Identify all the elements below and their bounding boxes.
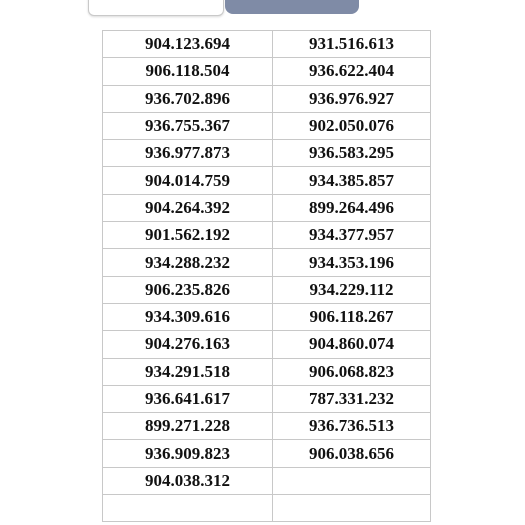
table-cell[interactable]: 934.288.232: [103, 249, 273, 276]
table-cell[interactable]: 906.235.826: [103, 276, 273, 303]
table-row: [103, 358, 431, 385]
table-cell[interactable]: 904.014.759: [103, 167, 273, 194]
table-row: [103, 495, 431, 522]
table-cell[interactable]: 904.276.163: [103, 331, 273, 358]
table-cell[interactable]: 787.331.232: [273, 385, 431, 412]
table-row: [103, 85, 431, 112]
table-cell[interactable]: 934.291.518: [103, 358, 273, 385]
table-cell[interactable]: 931.516.613: [273, 31, 431, 58]
table-cell[interactable]: 901.562.192: [103, 222, 273, 249]
table-cell[interactable]: 906.118.504: [103, 58, 273, 85]
table-row: [103, 58, 431, 85]
table-row: [103, 167, 431, 194]
tab-inactive[interactable]: [88, 0, 224, 16]
table-cell[interactable]: [273, 495, 431, 522]
table-cell[interactable]: 904.860.074: [273, 331, 431, 358]
table-cell[interactable]: 899.264.496: [273, 194, 431, 221]
table-row: [103, 31, 431, 58]
tab-active[interactable]: [225, 0, 359, 14]
table-body: [103, 31, 431, 522]
table-cell[interactable]: 906.038.656: [273, 440, 431, 467]
table-cell[interactable]: 936.702.896: [103, 85, 273, 112]
table-cell[interactable]: 899.271.228: [103, 413, 273, 440]
table-row: [103, 276, 431, 303]
table-cell[interactable]: 904.264.392: [103, 194, 273, 221]
table-cell[interactable]: 904.038.312: [103, 467, 273, 494]
table-row: [103, 249, 431, 276]
number-table: [102, 30, 430, 521]
table-right-border: [430, 30, 431, 521]
table-cell[interactable]: 934.309.616: [103, 303, 273, 330]
table-cell[interactable]: 936.622.404: [273, 58, 431, 85]
table-cell[interactable]: 936.755.367: [103, 112, 273, 139]
table-row: [103, 194, 431, 221]
table-cell[interactable]: [273, 467, 431, 494]
table-cell[interactable]: 934.385.857: [273, 167, 431, 194]
table-cell[interactable]: 904.123.694: [103, 31, 273, 58]
table-cell[interactable]: 936.583.295: [273, 140, 431, 167]
table-cell[interactable]: 936.736.513: [273, 413, 431, 440]
table-row: [103, 331, 431, 358]
table-cell[interactable]: [103, 495, 273, 522]
table-row: [103, 222, 431, 249]
table-cell[interactable]: 936.977.873: [103, 140, 273, 167]
table-row: [103, 467, 431, 494]
table-row: [103, 303, 431, 330]
table-cell[interactable]: 934.229.112: [273, 276, 431, 303]
table-cell[interactable]: 906.118.267: [273, 303, 431, 330]
table-row: [103, 440, 431, 467]
table-cell[interactable]: 902.050.076: [273, 112, 431, 139]
table: [102, 30, 431, 522]
table-row: [103, 112, 431, 139]
table-cell[interactable]: 936.641.617: [103, 385, 273, 412]
table-cell[interactable]: 936.976.927: [273, 85, 431, 112]
table-cell[interactable]: 906.068.823: [273, 358, 431, 385]
table-row: [103, 413, 431, 440]
table-row: [103, 385, 431, 412]
table-cell[interactable]: 934.377.957: [273, 222, 431, 249]
table-cell[interactable]: 936.909.823: [103, 440, 273, 467]
table-cell[interactable]: 934.353.196: [273, 249, 431, 276]
table-row: [103, 140, 431, 167]
